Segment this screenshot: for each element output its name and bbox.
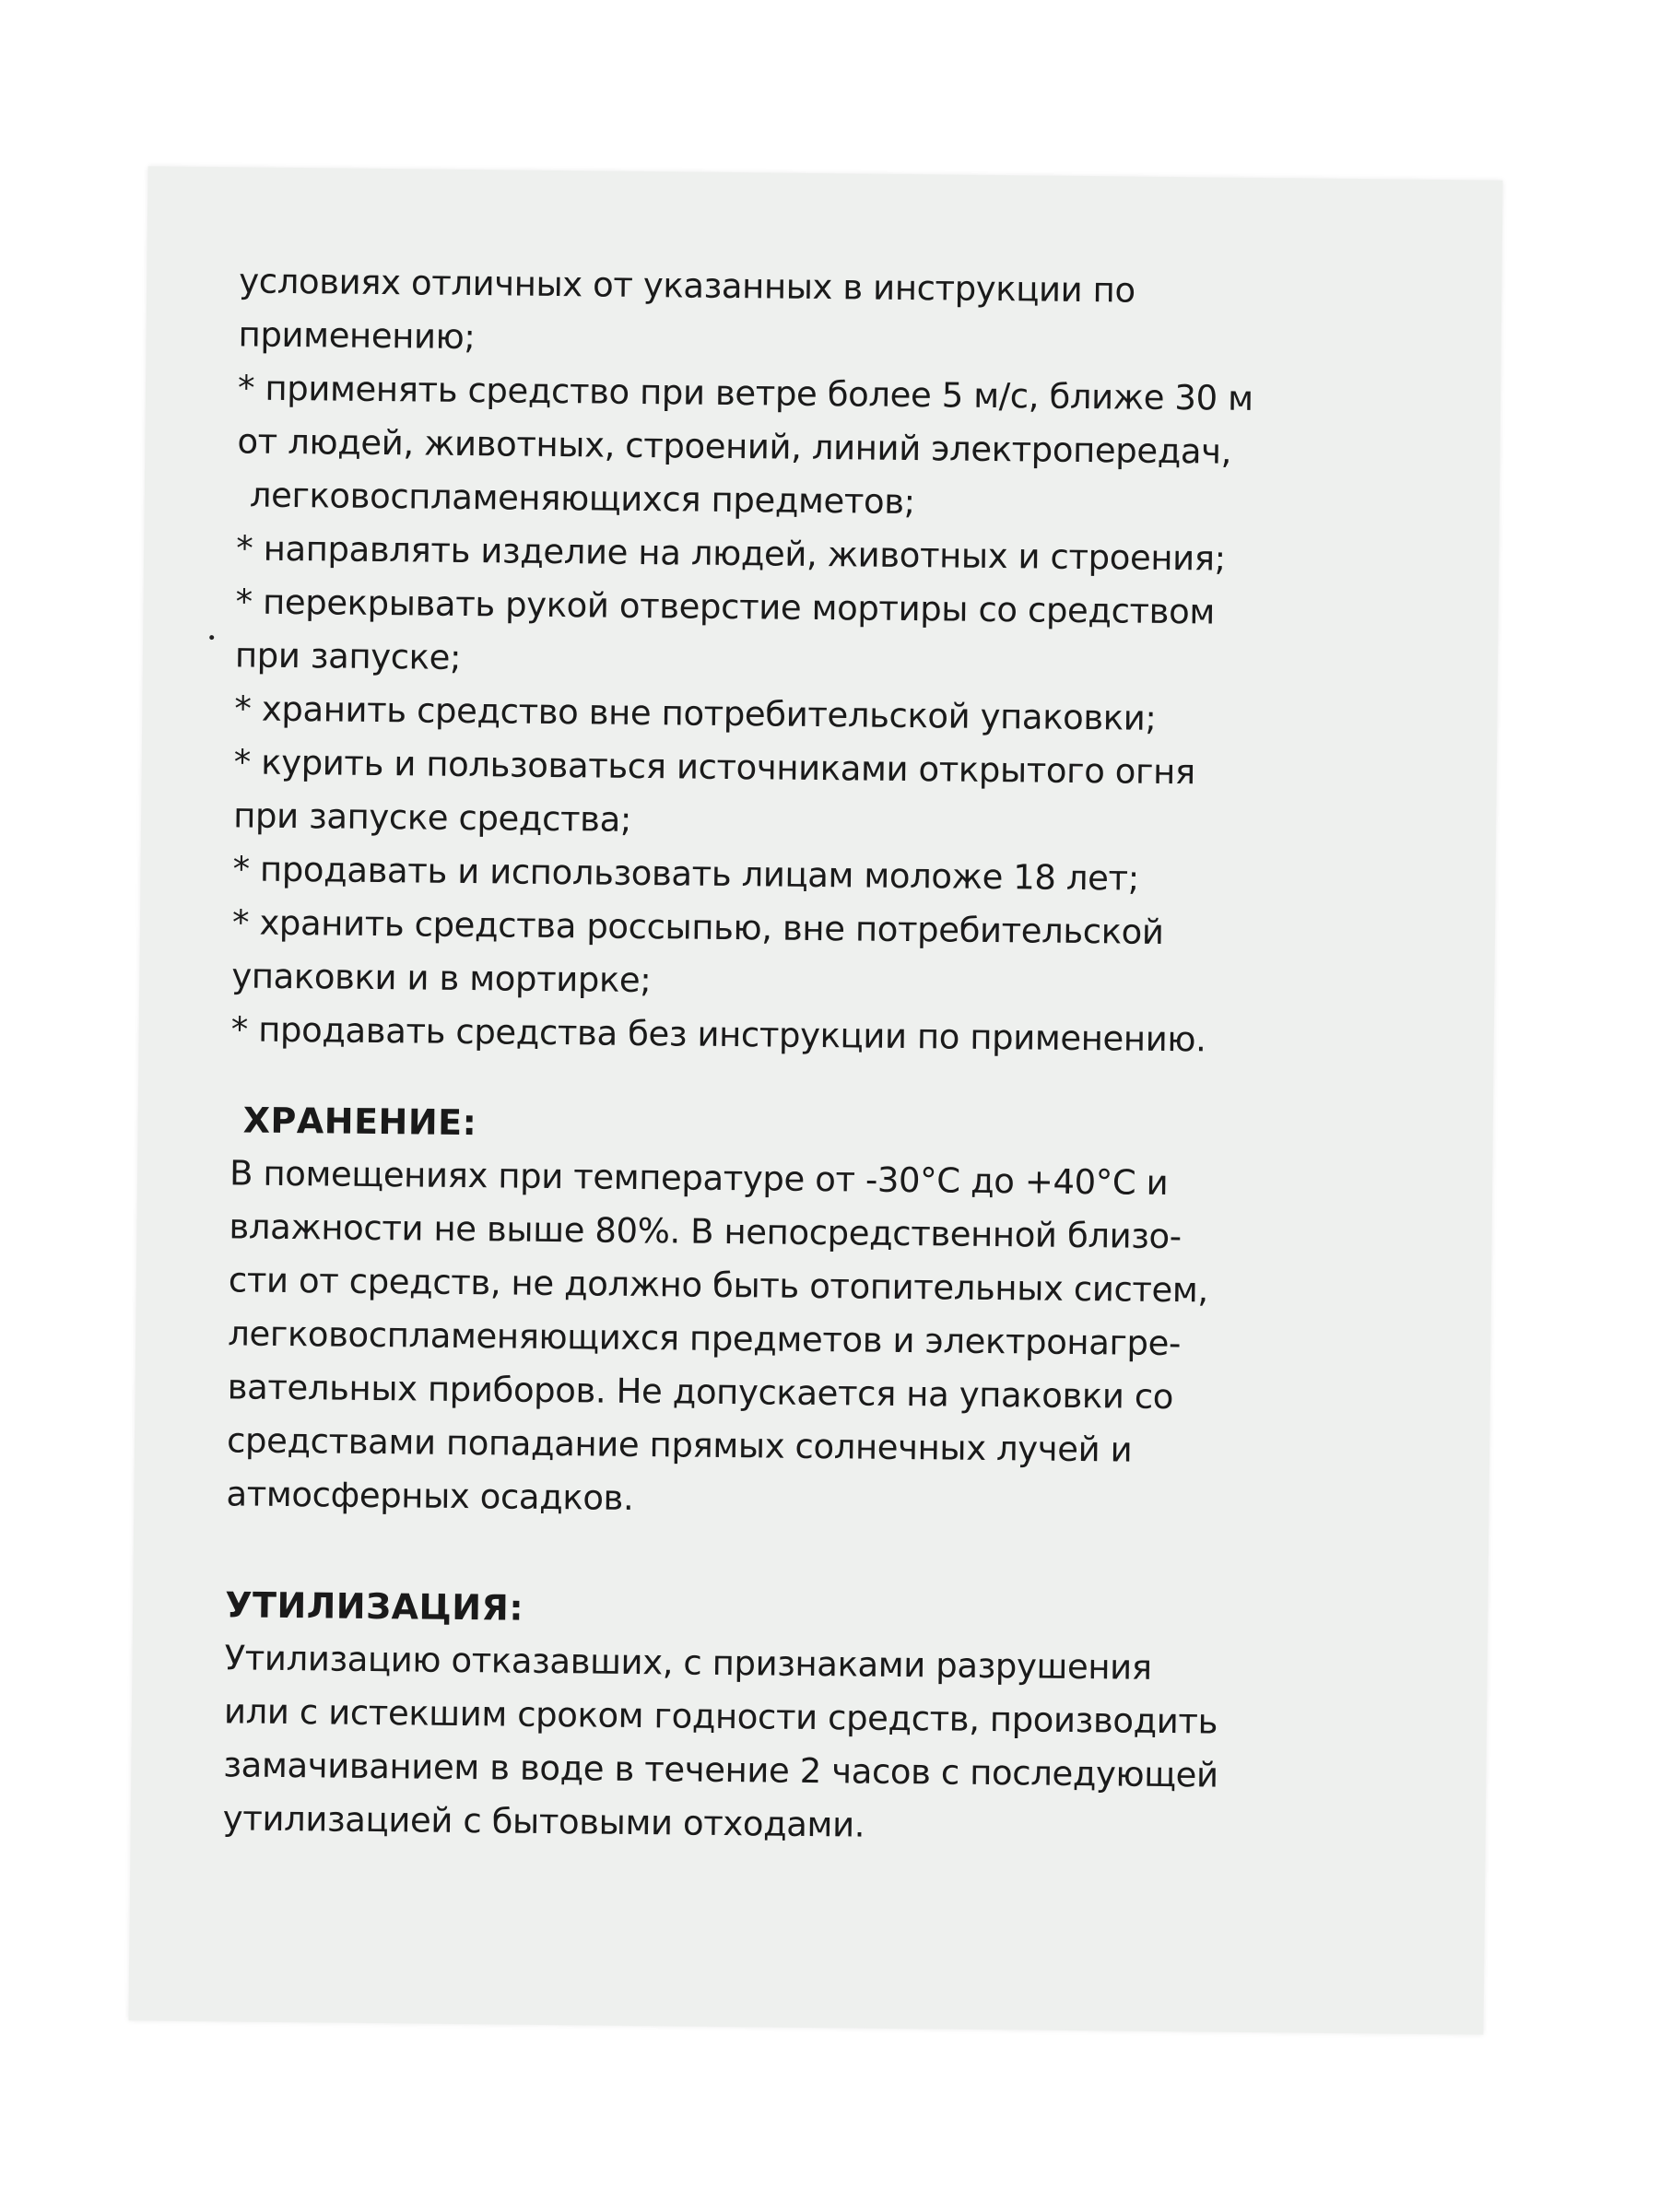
storage-line: влажности не выше 80%. В непосредственной близо- <box>229 1206 1182 1257</box>
prohibition-line: условиях отличных от указанных в инструкции по <box>239 261 1135 311</box>
disposal-line: утилизацией с бытовыми отходами. <box>222 1798 865 1845</box>
storage-line: В помещениях при температуре от -30°С до +40°С и <box>229 1153 1169 1204</box>
storage-line: вательных приборов. Не допускается на упаковки со <box>227 1367 1174 1418</box>
prohibition-line: * применять средство при ветре более 5 м/с, ближе 30 м <box>237 368 1253 418</box>
instruction-sheet <box>129 166 1503 2034</box>
storage-line: атмосферных осадков. <box>226 1474 634 1518</box>
disposal-line: или с истекшим сроком годности средств, производить <box>223 1691 1218 1742</box>
prohibition-line: легковоспламеняющихся предметов; <box>249 475 915 523</box>
prohibition-line: при запуске средства; <box>232 795 632 840</box>
prohibition-line: * перекрывать рукой отверстие мортиры со средством <box>235 582 1216 632</box>
prohibition-line: при запуске; <box>234 635 462 677</box>
prohibition-line: * курить и пользоваться источниками открытого огня <box>233 742 1195 793</box>
disposal-line: замачиванием в воде в течение 2 часов с последующей <box>223 1745 1218 1795</box>
storage-line: средствами попадание прямых солнечных лучей и <box>226 1420 1133 1470</box>
disposal-heading: УТИЛИЗАЦИЯ: <box>225 1584 524 1629</box>
disposal-section <box>223 1578 1452 1858</box>
prohibition-line: * продавать и использовать лицам моложе 18 лет; <box>232 849 1139 899</box>
ink-dot <box>209 635 214 640</box>
prohibition-line: упаковки и в мортирке; <box>231 956 652 1001</box>
prohibition-line: от людей, животных, строений, линий электропередач, <box>237 421 1232 472</box>
prohibitions-section <box>230 254 1465 1069</box>
prohibition-line: * хранить средство вне потребительской упаковки; <box>234 688 1157 738</box>
prohibition-line: * направлять изделие на людей, животных и строения; <box>236 528 1226 579</box>
disposal-line: Утилизацию отказавших, с признаками разрушения <box>224 1638 1152 1688</box>
instruction-text <box>223 254 1465 1858</box>
prohibition-line: применению; <box>238 314 476 358</box>
storage-line: сти от средств, не должно быть отопительных систем, <box>228 1260 1209 1311</box>
storage-line: легковоспламеняющихся предметов и электронагре- <box>228 1313 1182 1364</box>
prohibition-line: * продавать средства без инструкции по применению. <box>230 1009 1206 1060</box>
storage-section <box>226 1093 1456 1534</box>
prohibition-line: * хранить средства россыпью, вне потребительской <box>231 902 1164 952</box>
storage-heading: ХРАНЕНИЕ: <box>242 1100 477 1144</box>
